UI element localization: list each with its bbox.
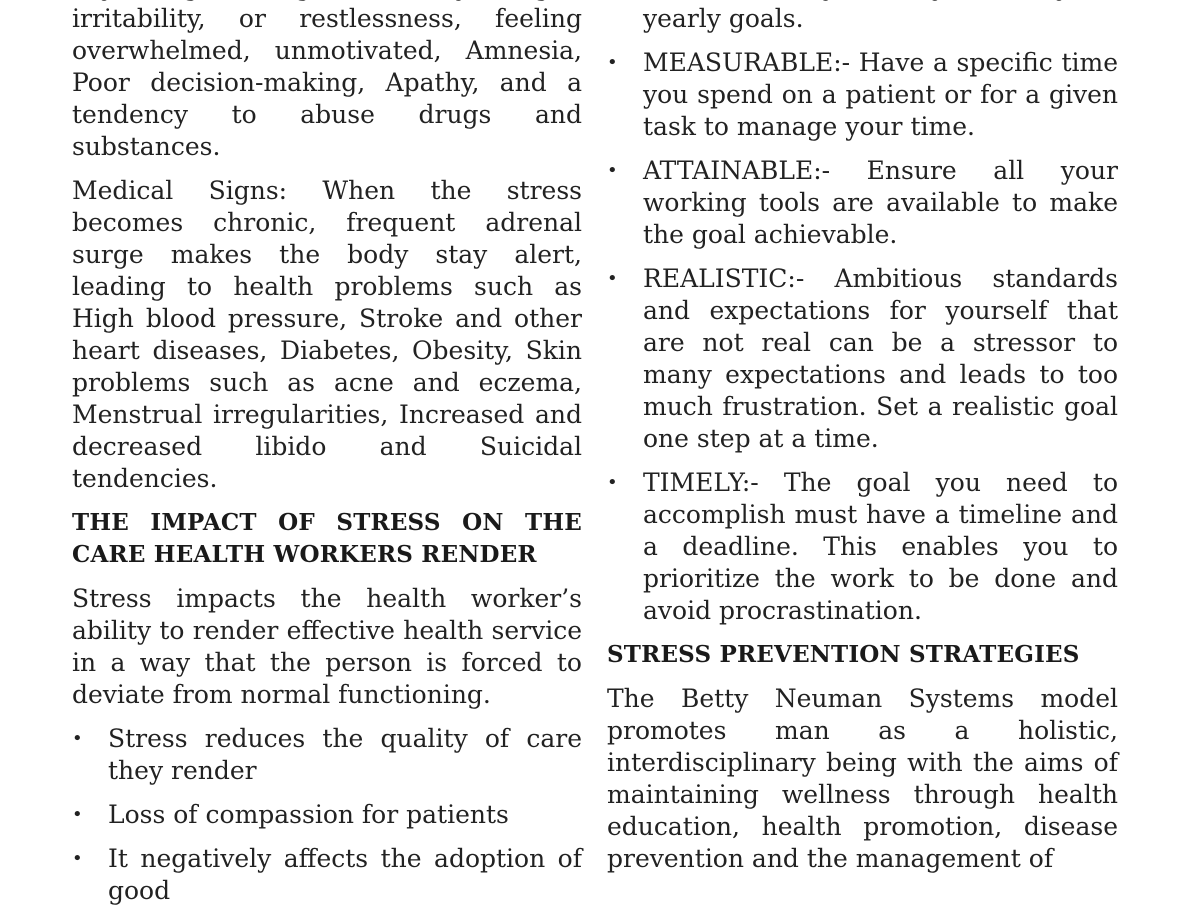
list-item-text: TIMELY:- The goal you need to accomplish must have a timeline and a deadline. This enables you to prioritize the work to be done and avoid procrastination. bbox=[643, 468, 1118, 625]
list-item bbox=[72, 799, 582, 831]
bullet-icon: • bbox=[72, 848, 83, 869]
list-item-text: ATTAINABLE:- Ensure all your working tools are available to make the goal achievable. bbox=[643, 156, 1118, 249]
prevention-paragraph: The Betty Neuman Systems model promotes man as a holistic, interdisciplinary being with the aims of maintaining wellness through health education, health promotion, disease prevention and the management of bbox=[607, 684, 1118, 873]
list-item-text: REALISTIC:- Ambitious standards and expectations for yourself that are not real can be a stressor to many expectations and leads to too much frustration. Set a realistic goal one step at a time. bbox=[643, 264, 1118, 453]
bullet-icon: • bbox=[607, 472, 618, 493]
prevention-heading: STRESS PREVENTION STRATEGIES bbox=[607, 641, 1080, 668]
smart-goals-list bbox=[607, 0, 1118, 627]
list-item-text: Stress reduces the quality of care they render bbox=[108, 724, 582, 785]
list-item-text: It negatively affects the adoption of good bbox=[108, 844, 582, 905]
bullet-icon: • bbox=[72, 728, 83, 749]
list-item-attainable bbox=[607, 155, 1118, 251]
impact-paragraph: Stress impacts the health worker’s ability to render effective health service in a way that the person is forced to deviate from normal functioning. bbox=[72, 584, 582, 709]
list-item-timely bbox=[607, 467, 1118, 627]
bullet-icon: • bbox=[607, 268, 618, 289]
list-item-partial bbox=[607, 0, 1118, 35]
medical-signs-paragraph: Medical Signs: When the stress becomes chronic, frequent adrenal surge makes the body stay alert, leading to health problems such as High blood pressure, Stroke and other heart diseases, Diabetes, Obesity, Skin problems such as acne and eczema, Menstrual irregularities, Increased and decreased libido and Suicidal tendencies. bbox=[72, 176, 582, 493]
list-item-measurable bbox=[607, 47, 1118, 143]
psychological-signs-text: irritability, or restlessness, feeling overwhelmed, unmotivated, Amnesia, Poor decision-making, Apathy, and a tendency to abuse drugs and substances. bbox=[72, 4, 582, 161]
bullet-icon: • bbox=[607, 52, 618, 73]
right-column bbox=[607, 0, 1118, 887]
psychological-signs-label bbox=[72, 0, 474, 1]
psychological-signs-paragraph bbox=[72, 0, 582, 163]
bullet-icon: • bbox=[72, 804, 83, 825]
list-item-text: MEASURABLE:- Have a specific time you spend on a patient or for a given task to manage your time. bbox=[643, 48, 1118, 141]
list-item bbox=[72, 723, 582, 787]
bullet-icon: • bbox=[607, 160, 618, 181]
list-item-realistic bbox=[607, 263, 1118, 455]
list-item-text: Loss of compassion for patients bbox=[108, 800, 509, 829]
impact-bullet-list bbox=[72, 723, 582, 907]
impact-heading: THE IMPACT OF STRESS ON THE CARE HEALTH WORKERS RENDER bbox=[72, 509, 582, 568]
list-item bbox=[72, 843, 582, 907]
left-column bbox=[72, 0, 582, 919]
list-item-text: yearly goals. bbox=[643, 4, 804, 33]
